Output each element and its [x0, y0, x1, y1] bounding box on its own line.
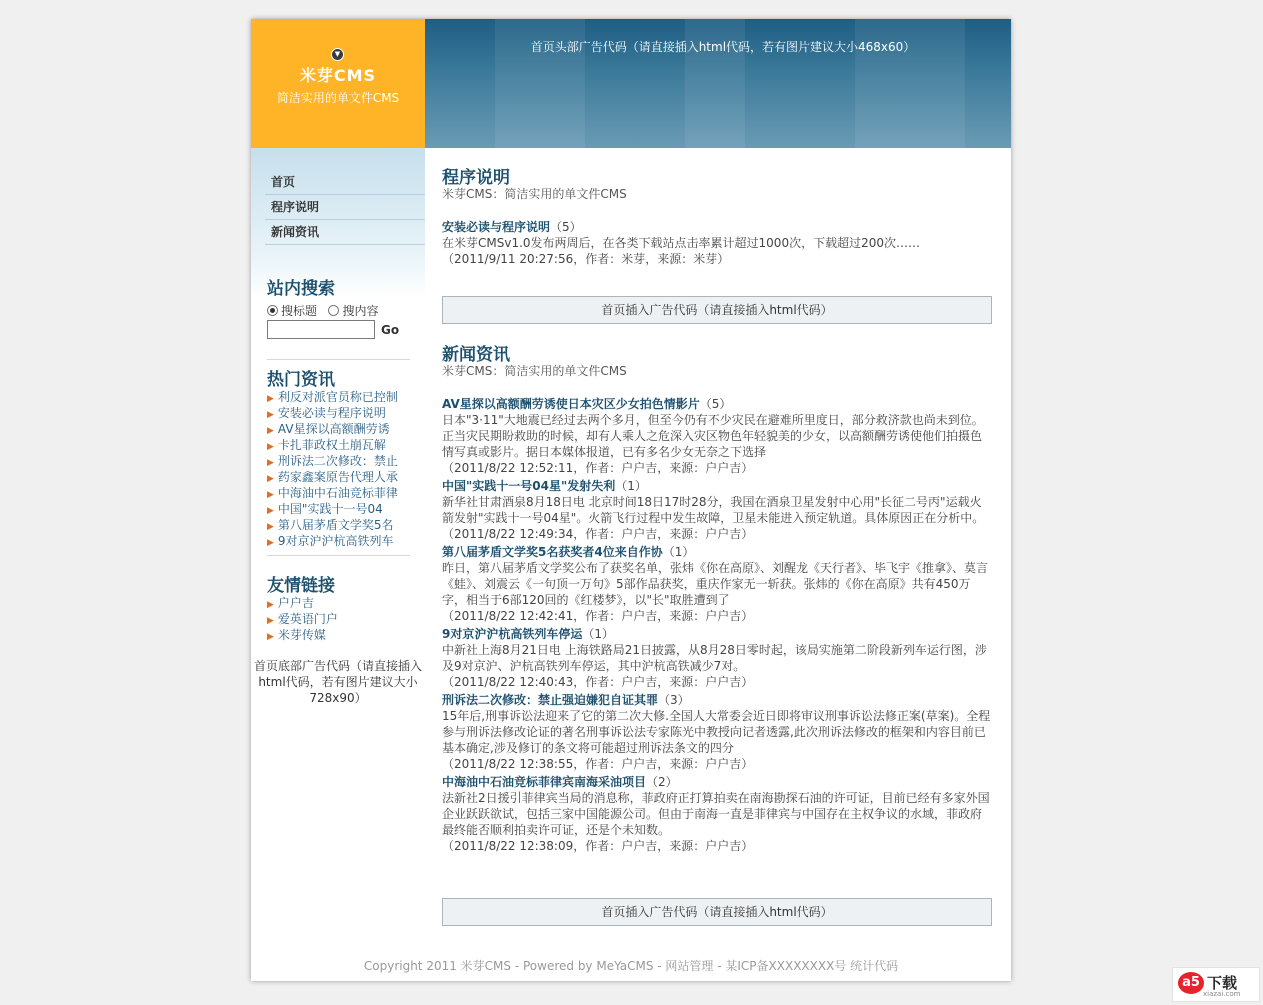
footer-ad-text: 首页底部广告代码（请直接插入html代码，若有图片建议大小728x90） — [253, 659, 422, 705]
page-container — [251, 19, 1011, 981]
article-item — [442, 478, 993, 542]
copyright-text: Copyright 2011 米芽CMS - Powered by MeYaCMS - 网站管理 - 某ICP备XXXXXXXX号 统计代码 — [363, 959, 899, 973]
hot-news-item[interactable] — [267, 469, 410, 485]
search-input[interactable] — [267, 320, 375, 339]
friend-link-link[interactable]: 户户吉 — [277, 596, 314, 610]
hot-news-link[interactable]: 安装必读与程序说明 — [277, 406, 386, 420]
arrow-right-icon: ▶ — [267, 600, 274, 610]
hot-news-link[interactable]: 利反对派官员称已控制 — [277, 390, 398, 404]
search-option-title[interactable]: 搜标题 — [267, 304, 317, 318]
arrow-right-icon: ▶ — [267, 490, 274, 500]
article-summary: 中新社上海8月21日电 上海铁路局21日披露，从8月28日零时起，该局实施第二阶段新列车运行图，涉及9对京沪、沪杭高铁列车停运，其中沪杭高铁减少7对。 — [442, 643, 987, 673]
hot-news-list — [267, 389, 410, 549]
article-summary: 日本"3·11"大地震已经过去两个多月，但至今仍有不少灾民在避难所里度日，部分救济款也尚未到位。正当灾民期盼救助的时候，却有人乘人之危深入灾区物色年轻貌美的少女，以高额酬劳诱使他们拍摄色情写真或影片。据日本媒体报道，已有多名少女无奈之下选择 — [442, 413, 984, 459]
friend-link-item[interactable] — [267, 627, 410, 643]
hot-news-divider — [267, 555, 410, 556]
friend-link-item[interactable] — [267, 595, 410, 611]
article-view-count: （5） — [699, 397, 732, 411]
article-title-link[interactable]: 安装必读与程序说明 — [442, 220, 551, 234]
header-ad-text: 首页头部广告代码（请直接插入html代码，若有图片建议大小468x60） — [530, 40, 916, 54]
hot-news-item[interactable] — [267, 437, 410, 453]
arrow-right-icon: ▶ — [267, 426, 274, 436]
program-section — [442, 163, 993, 269]
hot-news-item[interactable] — [267, 453, 410, 469]
article-view-count: （1） — [582, 627, 614, 641]
article-meta: （2011/8/22 12:42:41，作者：户户吉，来源：户户吉） — [442, 609, 754, 623]
program-title: 程序说明 — [442, 168, 510, 188]
hot-news-link[interactable]: 中国"实践十一号04 — [277, 502, 383, 516]
search-options — [267, 302, 410, 320]
arrow-right-icon: ▶ — [267, 538, 274, 548]
logo-mark-icon: ▼ — [331, 48, 344, 61]
hot-news-item[interactable] — [267, 501, 410, 517]
article-title-link[interactable]: 中国"实践十一号04星"发射失利 — [442, 479, 616, 493]
hot-news-link[interactable]: AV星探以高额酬劳诱 — [277, 422, 390, 436]
article-meta: （2011/8/22 12:38:09，作者：户户吉，来源：户户吉） — [442, 839, 754, 853]
hot-news-item[interactable] — [267, 533, 410, 549]
article-meta: （2011/9/11 20:27:56，作者：米芽，来源：米芽） — [442, 252, 730, 266]
arrow-right-icon: ▶ — [267, 458, 274, 468]
article-summary: 在米芽CMSv1.0发布两周后，在各类下载站点击率累计超过1000次，下载超过200次…… — [442, 236, 920, 250]
arrow-right-icon: ▶ — [267, 632, 274, 642]
article-meta: （2011/8/22 12:40:43，作者：户户吉，来源：户户吉） — [442, 675, 754, 689]
article-view-count: （1） — [662, 545, 695, 559]
article-meta: （2011/8/22 12:52:11，作者：户户吉，来源：户户吉） — [442, 461, 754, 475]
links-panel — [267, 571, 410, 643]
program-article-list — [442, 219, 993, 267]
article-heading — [442, 478, 993, 494]
hot-news-title: 热门资讯 — [267, 370, 335, 390]
article-title-link[interactable]: AV星探以高额酬劳诱使日本灾区少女拍色情影片 — [442, 397, 700, 411]
site-title: 米芽CMS — [299, 66, 377, 85]
article-summary: 15年后,刑事诉讼法迎来了它的第二次大修.全国人大常委会近日即将审议刑事诉讼法修正案(草案)。全程参与刑诉法修改论证的著名刑事诉讼法专家陈光中教授向记者透露,此次刑诉法修改的框架和内容目前已基本确定,涉及修订的条文将可能超过刑诉法条文的四分 — [442, 709, 991, 755]
article-heading — [442, 774, 993, 790]
hot-news-link[interactable]: 药家鑫案原告代理人承 — [277, 470, 398, 484]
hot-news-link[interactable]: 9对京沪沪杭高铁列车 — [277, 534, 394, 548]
article-heading — [442, 219, 993, 235]
article-title-link[interactable]: 9对京沪沪杭高铁列车停运 — [442, 627, 583, 641]
article-heading — [442, 544, 993, 560]
radio-checked-icon[interactable] — [267, 305, 278, 316]
hot-news-link[interactable]: 卡扎菲政权土崩瓦解 — [277, 438, 386, 452]
arrow-right-icon: ▶ — [267, 506, 274, 516]
article-meta: （2011/8/22 12:38:55，作者：户户吉，来源：户户吉） — [442, 757, 754, 771]
nav-item-program[interactable]: 程序说明 — [265, 195, 425, 220]
a5-logo-icon: a5 — [1178, 972, 1204, 994]
search-panel — [267, 274, 410, 342]
hot-news-item[interactable] — [267, 389, 410, 405]
radio-unchecked-icon[interactable] — [328, 305, 339, 316]
article-view-count: （1） — [615, 479, 647, 493]
nav-item-news[interactable]: 新闻资讯 — [265, 220, 425, 245]
main-nav — [265, 170, 425, 245]
arrow-right-icon: ▶ — [267, 616, 274, 626]
hot-news-panel — [267, 359, 410, 556]
article-item — [442, 626, 993, 690]
links-list — [267, 595, 410, 643]
watermark-text: 下载 — [1207, 974, 1238, 992]
friend-link-link[interactable]: 爱英语门户 — [277, 612, 338, 626]
hot-news-item[interactable] — [267, 517, 410, 533]
hot-news-item[interactable] — [267, 405, 410, 421]
news-article-list — [442, 396, 993, 854]
hot-news-item[interactable] — [267, 421, 410, 437]
article-heading — [442, 396, 993, 412]
nav-item-home[interactable]: 首页 — [265, 170, 425, 195]
article-item — [442, 219, 993, 267]
program-subtitle: 米芽CMS：简洁实用的单文件CMS — [442, 187, 627, 201]
article-item — [442, 774, 993, 854]
site-subtitle: 简洁实用的单文件CMS — [276, 91, 400, 105]
article-title-link[interactable]: 第八届茅盾文学奖5名获奖者4位来自作协 — [442, 545, 663, 559]
article-heading — [442, 626, 993, 642]
article-view-count: （2） — [646, 775, 678, 789]
hot-news-item[interactable] — [267, 485, 410, 501]
watermark-logo — [1172, 967, 1260, 1002]
hot-news-link[interactable]: 第八届茅盾文学奖5名 — [277, 518, 394, 532]
news-title: 新闻资讯 — [442, 345, 510, 365]
search-title: 站内搜索 — [267, 279, 335, 299]
news-subtitle: 米芽CMS：简洁实用的单文件CMS — [442, 364, 627, 378]
article-title-link[interactable]: 中海油中石油竞标菲律宾南海采油项目 — [442, 775, 647, 789]
article-summary: 新华社甘肃酒泉8月18日电 北京时间18日17时28分，我国在酒泉卫星发射中心用"长征二号丙"运载火箭发射"实践十一号04星"。火箭飞行过程中发生故障，卫星未能进入预定轨道。具体原因正在分析中。 — [442, 495, 985, 525]
watermark-url: xiazai.com — [1203, 990, 1241, 998]
article-item — [442, 544, 993, 624]
article-title-link[interactable]: 刑诉法二次修改：禁止强迫嫌犯自证其罪 — [442, 693, 659, 707]
search-go-button[interactable]: Go — [381, 322, 400, 337]
article-view-count: （3） — [658, 693, 690, 707]
hot-news-link[interactable]: 刑诉法二次修改：禁止 — [277, 454, 398, 468]
news-section — [442, 340, 993, 856]
search-option-content[interactable]: 搜内容 — [328, 304, 378, 318]
inline-ad-box[interactable]: 首页插入广告代码（请直接插入html代码） — [442, 296, 992, 324]
arrow-right-icon: ▶ — [267, 410, 274, 420]
site-logo[interactable] — [251, 19, 425, 148]
article-summary: 昨日，第八届茅盾文学奖公布了获奖名单，张炜《你在高原》、刘醒龙《天行者》、毕飞宇《推拿》、莫言《蛙》、刘震云《一句顶一万句》5部作品获奖，重庆作家无一斩获。张炜的《你在高原》共有450万字，相当于6部120回的《红楼梦》，以"长"取胜遭到了 — [442, 561, 989, 607]
search-row — [267, 320, 410, 342]
arrow-right-icon: ▶ — [267, 394, 274, 404]
article-meta: （2011/8/22 12:49:34，作者：户户吉，来源：户户吉） — [442, 527, 754, 541]
hot-news-link[interactable]: 中海油中石油竞标菲律 — [277, 486, 398, 500]
inline-ad-box-bottom[interactable]: 首页插入广告代码（请直接插入html代码） — [442, 898, 992, 926]
article-heading — [442, 692, 993, 708]
header-banner — [425, 19, 1011, 148]
article-summary: 法新社2日援引菲律宾当局的消息称，菲政府正打算拍卖在南海勘探石油的许可证，目前已经有多家外国企业跃跃欲试，包括三家中国能源公司。但由于南海一直是菲律宾与中国存在主权争议的水域，菲政府最终能否顺利拍卖许可证，还是个未知数。 — [442, 791, 990, 837]
article-item — [442, 396, 993, 476]
arrow-right-icon: ▶ — [267, 522, 274, 532]
links-title: 友情链接 — [267, 576, 335, 596]
friend-link-link[interactable]: 米芽传媒 — [277, 628, 326, 642]
friend-link-item[interactable] — [267, 611, 410, 627]
article-view-count: （5） — [550, 220, 582, 234]
article-item — [442, 692, 993, 772]
arrow-right-icon: ▶ — [267, 474, 274, 484]
arrow-right-icon: ▶ — [267, 442, 274, 452]
